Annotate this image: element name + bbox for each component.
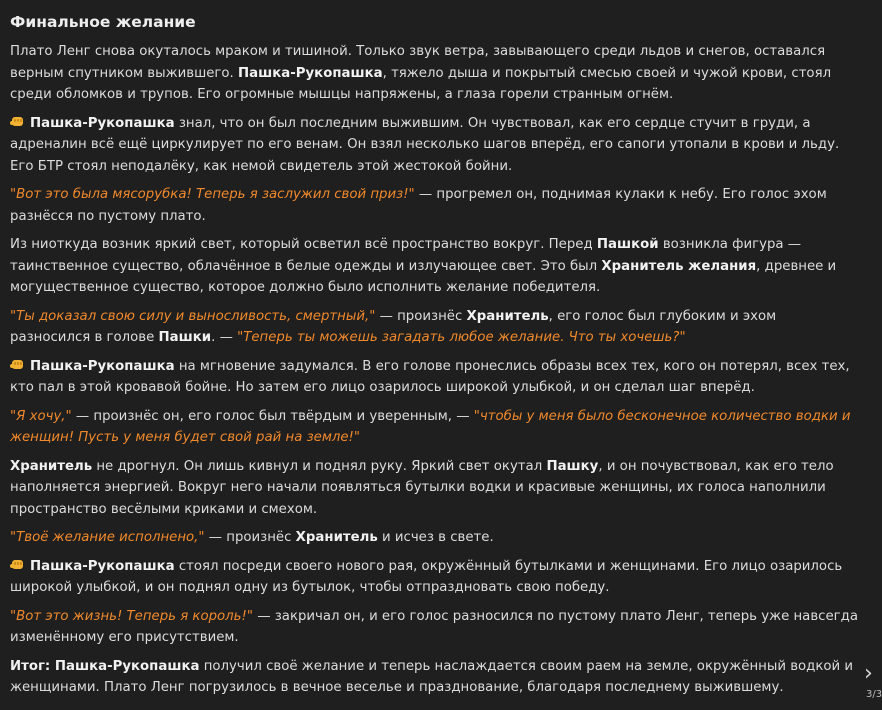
paragraph-2: Пашка-Рукопашка знал, что он был последним выжившим. Он чувствовал, как его сердце стучит в груди, а адреналин всё ещё циркулирует по его венам. Он взял несколько шагов вперёд, его сапоги утопали в крови и льду. Его БТР стоял неподалёку, как немой свидетель этой жестокой бойни. (10, 115, 840, 174)
paragraph-3: "Вот это была мясорубка! Теперь я заслужил свой приз!" — прогремел он, поднимая кулаки к небу. Его голос эхом разнёсся по пустому плато. (10, 187, 827, 224)
paragraph-5: "Ты доказал свою силу и выносливость, смертный," — произнёс Хранитель, его голос был глубоким и эхом разносился в голове Пашки. — "Теперь ты можешь загадать любое желание. Что ты хочешь?" (10, 308, 777, 345)
page-indicator: 3/3 (866, 689, 882, 700)
fist-icon (10, 558, 25, 571)
paragraph-11: "Вот это жизнь! Теперь я король!" — закричал он, и его голос разносился по пустому плато Ленг, теперь уже навсегда изменённому его присутствием. (10, 608, 858, 645)
paragraph-8: Хранитель не дрогнул. Он лишь кивнул и поднял руку. Яркий свет окутал Пашку, и он почувствовал, как его тело наполняется энергией. Вокруг него начали появляться бутылки водки и красивые женщины, их голоса наполнили пространство весёлыми криками и смехом. (10, 458, 834, 517)
next-page-chevron-icon[interactable]: › (864, 661, 873, 686)
paragraph-12: Итог: Пашка-Рукопашка получил своё желание и теперь наслаждается своим раем на земле, окружённый водкой и женщинами. Плато Ленг погрузилось в вечное веселье и празднование, благодаря последнему выжившему. (10, 658, 854, 695)
paragraph-6: Пашка-Рукопашка на мгновение задумался. В его голове пронеслись образы всех тех, кого он потерял, всех тех, кто пал в этой кровавой бойне. Но затем его лицо озарилось широкой улыбкой, и он сделал шаг вперёд. (10, 358, 850, 395)
paragraph-7: "Я хочу," — произнёс он, его голос был твёрдым и уверенным, — "чтобы у меня было бесконечное количество водки и женщин! Пусть у меня будет свой рай на земле!" (10, 408, 851, 445)
paragraph-10: Пашка-Рукопашка стоял посреди своего нового рая, окружённый бутылками и женщинами. Его лицо озарилось широкой улыбкой, и он поднял одну из бутылок, чтобы отпраздновать свою победу. (10, 558, 843, 595)
paragraph-9: "Твоё желание исполнено," — произнёс Хранитель и исчез в свете. (10, 530, 494, 545)
story-content (10, 9, 860, 706)
fist-icon (10, 115, 25, 128)
paragraph-1: Плато Ленг снова окуталось мраком и тишиной. Только звук ветра, завывающего среди льдов и снегов, оставался верным спутником выжившего. Пашка-Рукопашка, тяжело дыша и покрытый смесью своей и чужой крови, стоял среди обломков и трупов. Его огромные мышцы напряжены, а глаза горели странным огнём. (10, 44, 832, 102)
fist-icon (10, 358, 25, 371)
paragraph-4: Из ниоткуда возник яркий свет, который осветил всё пространство вокруг. Перед Пашкой возникла фигура — таинственное существо, облачённое в белые одежды и излучающее свет. Это был Хранитель желания, древнее и могущественное существо, которое должно было исполнить желание победителя. (10, 237, 837, 295)
story-title: Финальное желание (10, 13, 196, 31)
